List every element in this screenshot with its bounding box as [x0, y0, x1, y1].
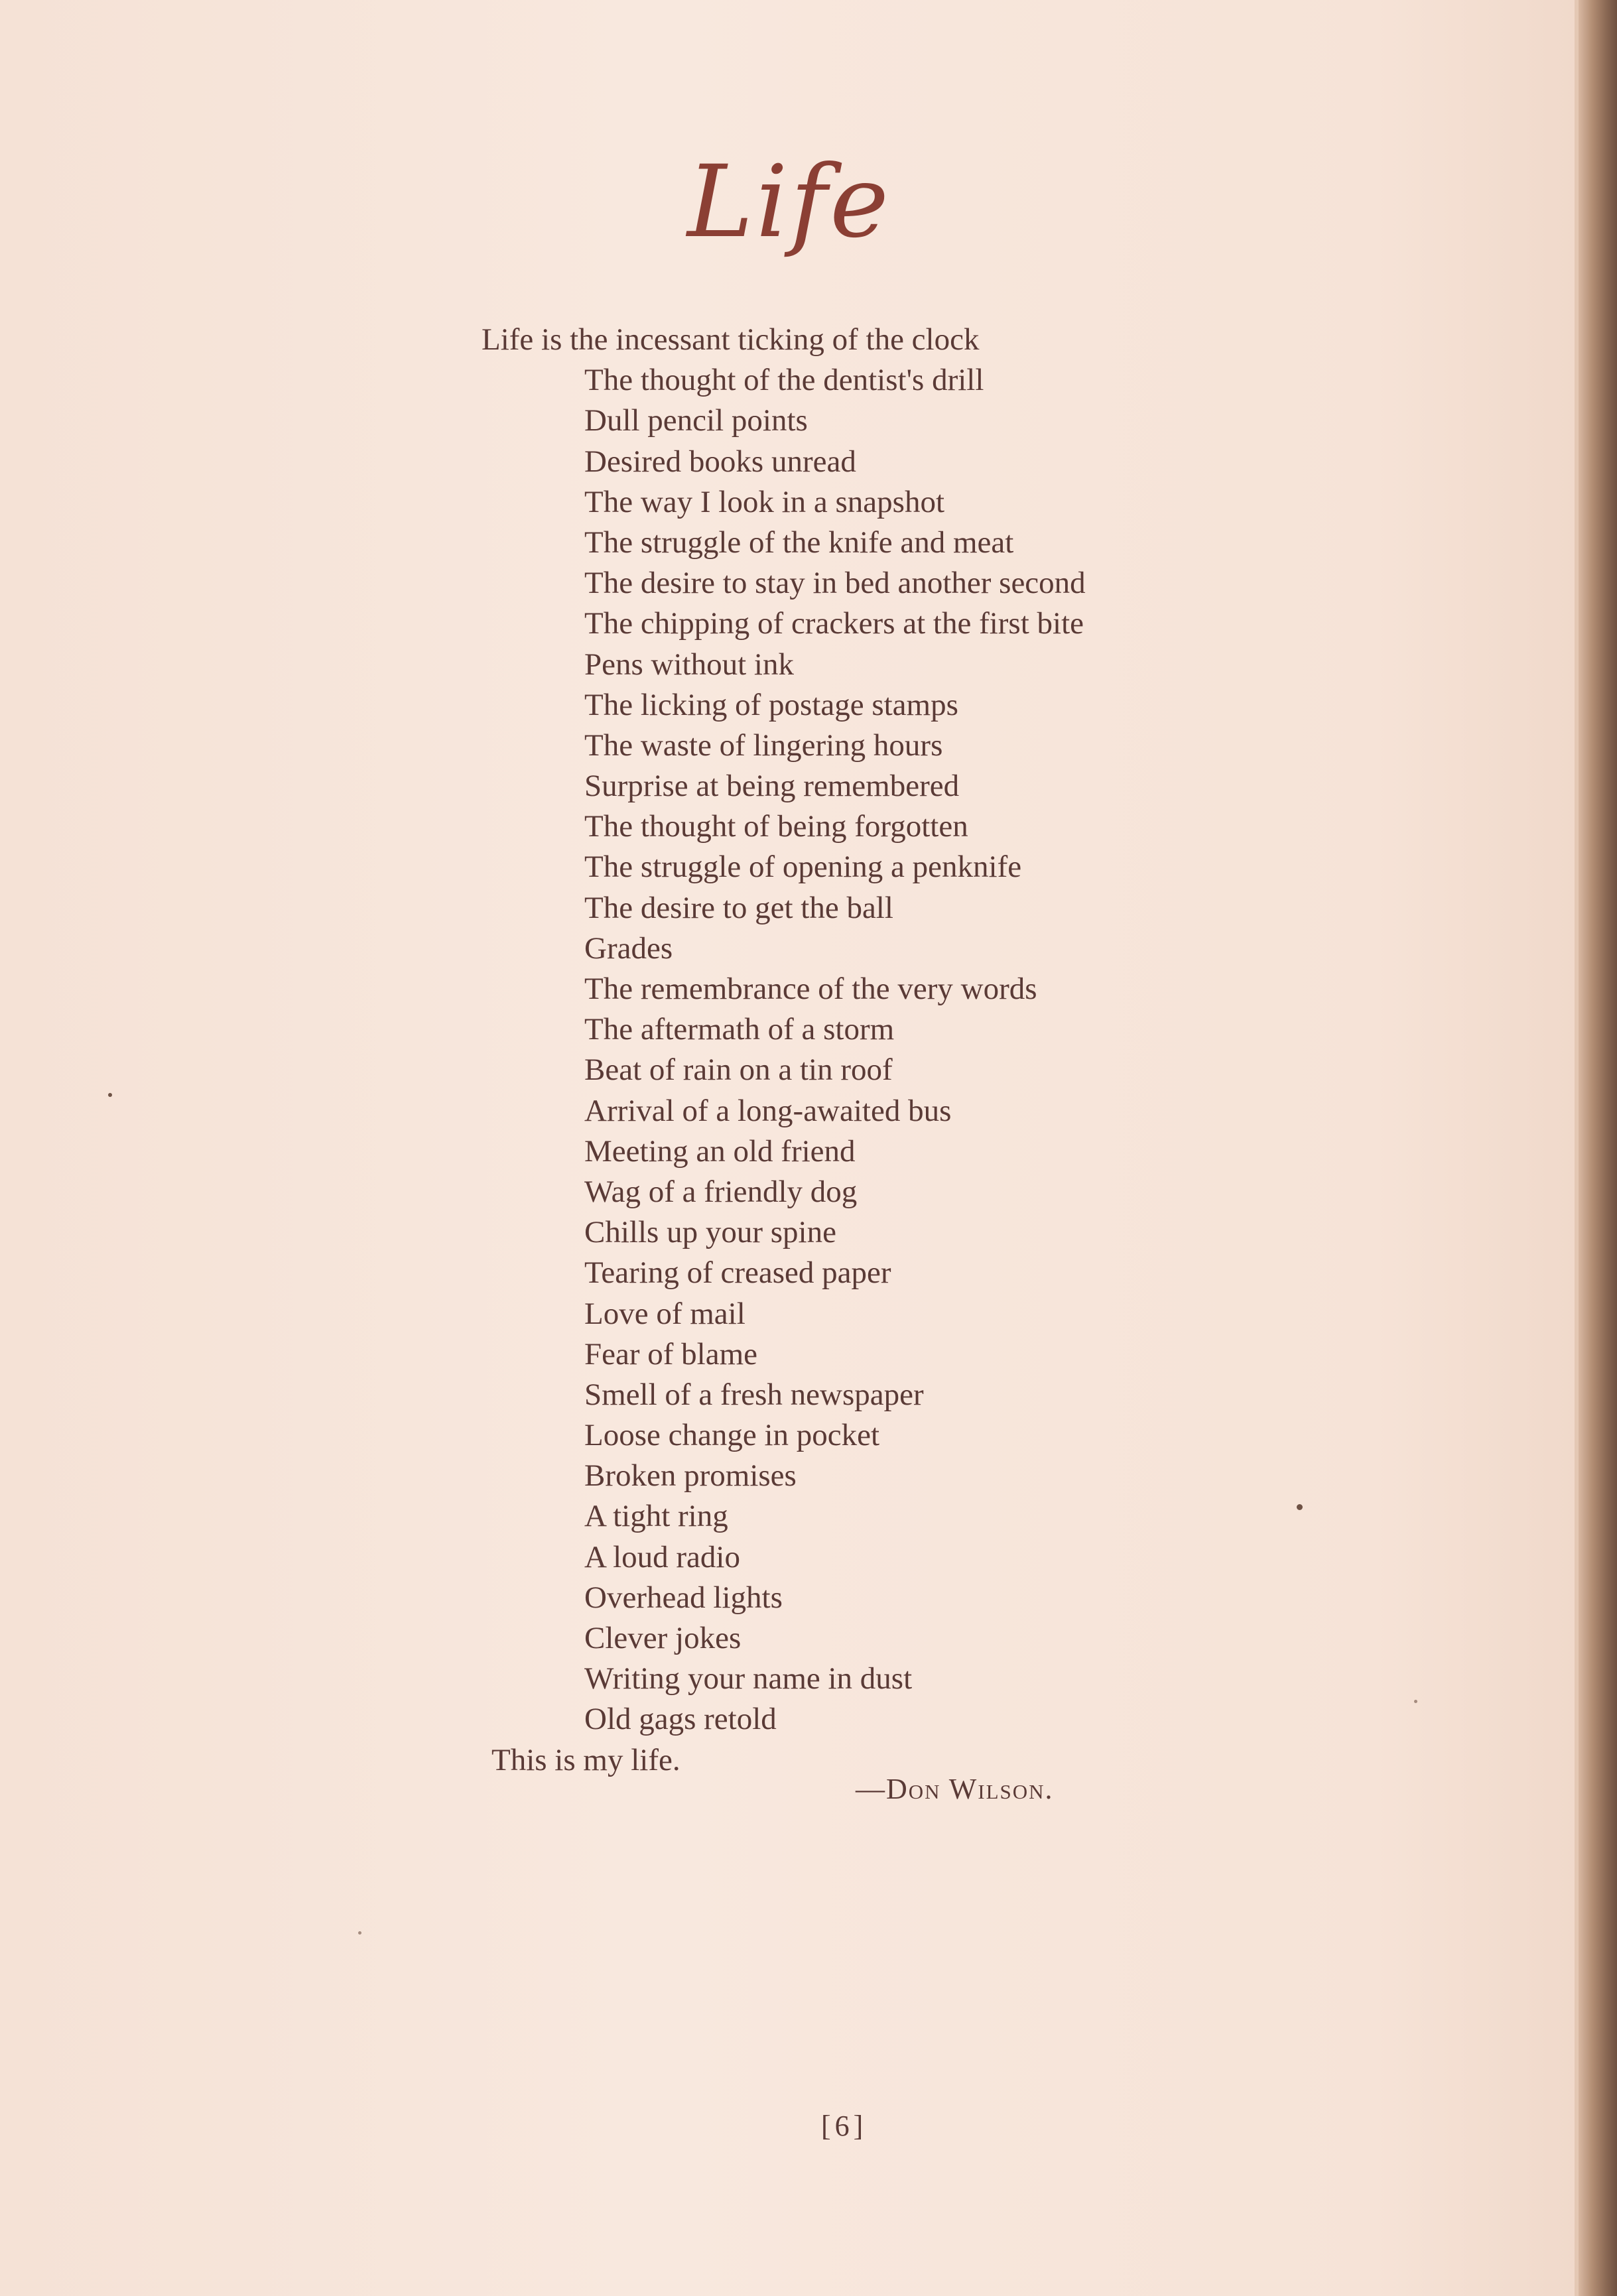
poem-line: Broken promises — [584, 1458, 797, 1494]
poem-line: Dull pencil points — [584, 403, 808, 438]
poem-line: Grades — [584, 930, 673, 966]
poem-title: Life — [687, 145, 891, 260]
poem-line: Tearing of creased paper — [584, 1255, 891, 1291]
poem-line: Writing your name in dust — [584, 1661, 913, 1696]
poem-line: Overhead lights — [584, 1580, 783, 1615]
paper-speck — [108, 1093, 112, 1097]
poem-line: Beat of rain on a tin roof — [584, 1052, 893, 1088]
poem-line: Chills up your spine — [584, 1215, 836, 1250]
poem-line: Smell of a fresh newspaper — [584, 1377, 924, 1412]
poem-line: Old gags retold — [584, 1702, 777, 1737]
poem-line: Arrival of a long-awaited bus — [584, 1093, 952, 1128]
poem-line: Fear of blame — [584, 1336, 758, 1371]
author-name: Don Wilson. — [886, 1773, 1054, 1805]
poem-line: Surprise at being remembered — [584, 769, 960, 804]
page-binding-edge — [1579, 0, 1617, 2296]
poem-line: Wag of a friendly dog — [584, 1174, 858, 1209]
paper-speck — [1414, 1700, 1417, 1703]
poem-closing-line: This is my life. — [491, 1742, 680, 1777]
poem-line: Meeting an old friend — [584, 1133, 856, 1169]
poem-line: Clever jokes — [584, 1621, 742, 1655]
poem-line: A tight ring — [584, 1499, 728, 1534]
poem-line: The licking of postage stamps — [584, 687, 958, 722]
paper-speck — [1297, 1504, 1303, 1510]
poem-line: The aftermath of a storm — [584, 1012, 895, 1047]
poem-line: Desired books unread — [584, 444, 856, 479]
signature-dash: — — [856, 1773, 886, 1805]
poem-line: The remembrance of the very words — [584, 972, 1037, 1006]
poem-first-line: Life is the incessant ticking of the clock — [482, 322, 980, 357]
poem-line: The desire to stay in bed another second — [584, 566, 1086, 601]
poem-line: The waste of lingering hours — [584, 728, 943, 763]
poem-line: The way I look in a snapshot — [584, 484, 945, 519]
author-signature — [856, 1775, 1054, 1804]
poem-line: A loud radio — [584, 1539, 740, 1574]
poem-line: Pens without ink — [584, 647, 794, 682]
poem-line: The struggle of opening a penknife — [584, 850, 1022, 885]
paper-speck — [358, 1931, 361, 1935]
poem-line: The struggle of the knife and meat — [584, 525, 1014, 560]
poem-body — [482, 320, 1377, 1781]
poem-line: Love of mail — [584, 1296, 745, 1331]
poem-line: The thought of the dentist's drill — [584, 363, 984, 398]
page-number: [6] — [821, 2110, 868, 2142]
poem-line: The desire to get the ball — [584, 890, 893, 925]
poem-line: The thought of being forgotten — [584, 809, 968, 844]
poem-line: The chipping of crackers at the first bite — [584, 606, 1084, 641]
poem-line: Loose change in pocket — [584, 1418, 880, 1453]
